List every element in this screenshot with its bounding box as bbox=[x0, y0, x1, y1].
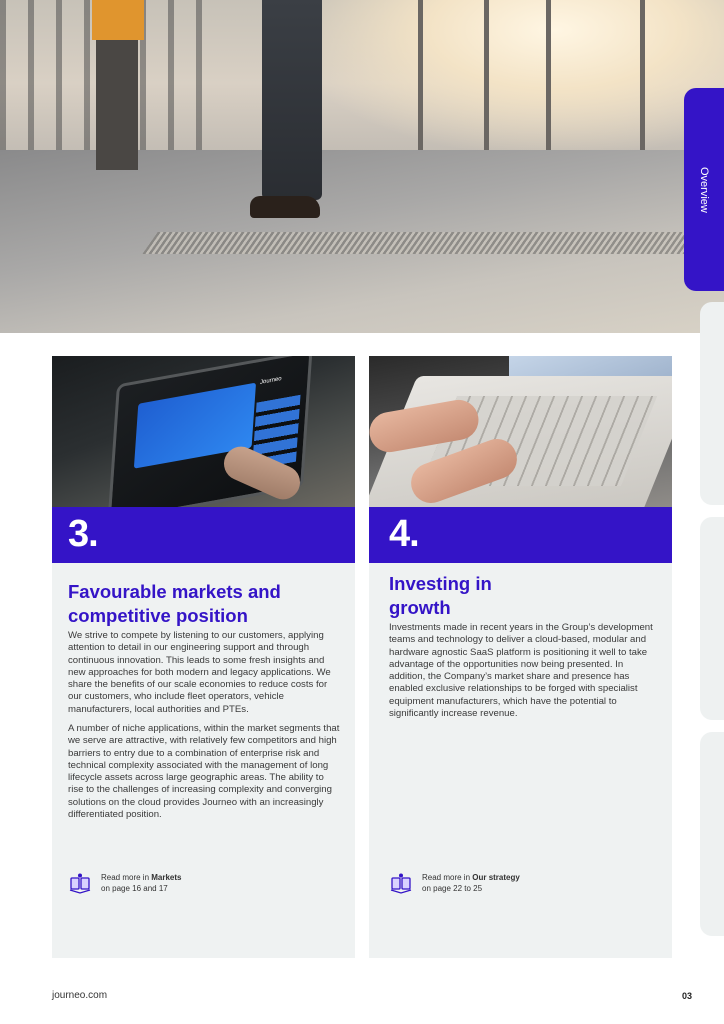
section-tab-label: Overview bbox=[698, 166, 710, 213]
read-more-strategy-link[interactable] bbox=[389, 872, 659, 898]
card-title-line1: Favourable markets and bbox=[68, 581, 281, 602]
read-more-markets-link[interactable] bbox=[68, 872, 338, 898]
read-more-link-text: Our strategy bbox=[472, 873, 520, 882]
number-band bbox=[52, 507, 355, 563]
read-more-pages: on page 16 and 17 bbox=[101, 884, 168, 893]
book-reader-icon bbox=[68, 872, 92, 896]
book-reader-icon bbox=[389, 872, 413, 896]
section-tab-inactive[interactable] bbox=[700, 517, 724, 720]
card-favourable-markets bbox=[52, 356, 355, 958]
read-more-prefix: Read more in bbox=[422, 873, 473, 882]
section-tab-overview[interactable] bbox=[684, 88, 724, 291]
page-number: 03 bbox=[681, 991, 692, 1001]
card-paragraph: Investments made in recent years in the Group’s development teams and technology to deliver a cloud-based, modular and hardware agnostic SaaS platform is positioning it well to take advantage of the opportunities now being presented. In addition, the Company’s market share and presence has enabled exclusive relationships to be forged with specialist equipment manufacturers, which have the potential to significantly increase revenue. bbox=[389, 622, 653, 720]
section-number: 3. bbox=[68, 513, 98, 555]
card-title-line2: growth bbox=[389, 597, 451, 618]
number-band bbox=[369, 507, 672, 563]
card-paragraph: A number of niche applications, within the market segments that we serve are attractive, with relatively few competitors and high barriers to entry due to a combination of enterprise risk and technical complexity associated with the management of long lifecycle assets across large geographic areas. The ability to rise to the challenges of increasing complexity and converging solutions on the cloud provides Journeo with an increasingly differentiated position. bbox=[68, 723, 340, 821]
footer-website[interactable]: journeo.com bbox=[52, 990, 108, 1001]
card-title-line1: Investing in bbox=[389, 573, 492, 594]
terminal-brand-text: Journeo bbox=[259, 376, 282, 386]
read-more-prefix: Read more in bbox=[101, 873, 152, 882]
section-tab-inactive[interactable] bbox=[700, 732, 724, 936]
section-tab-inactive[interactable] bbox=[700, 302, 724, 505]
read-more-link-text: Markets bbox=[151, 873, 182, 882]
card-title-line2: competitive position bbox=[68, 605, 248, 626]
photo-ticket-terminal bbox=[52, 356, 355, 507]
card-paragraph: We strive to compete by listening to our customers, applying attention to detail in our engineering support and through continuous innovation. This leads to some fresh insights and new approaches for both modern and legacy applications. We share the benefits of our scale economies to reduce costs for our customers, who include fleet operators, vehicle manufacturers, local authorities and PTEs. bbox=[68, 630, 331, 715]
photo-laptop-typing bbox=[369, 356, 672, 507]
card-investing-in-growth bbox=[369, 356, 672, 958]
read-more-pages: on page 22 to 25 bbox=[422, 884, 483, 893]
section-number: 4. bbox=[389, 513, 419, 555]
hero-photo-station-platform bbox=[0, 0, 724, 333]
